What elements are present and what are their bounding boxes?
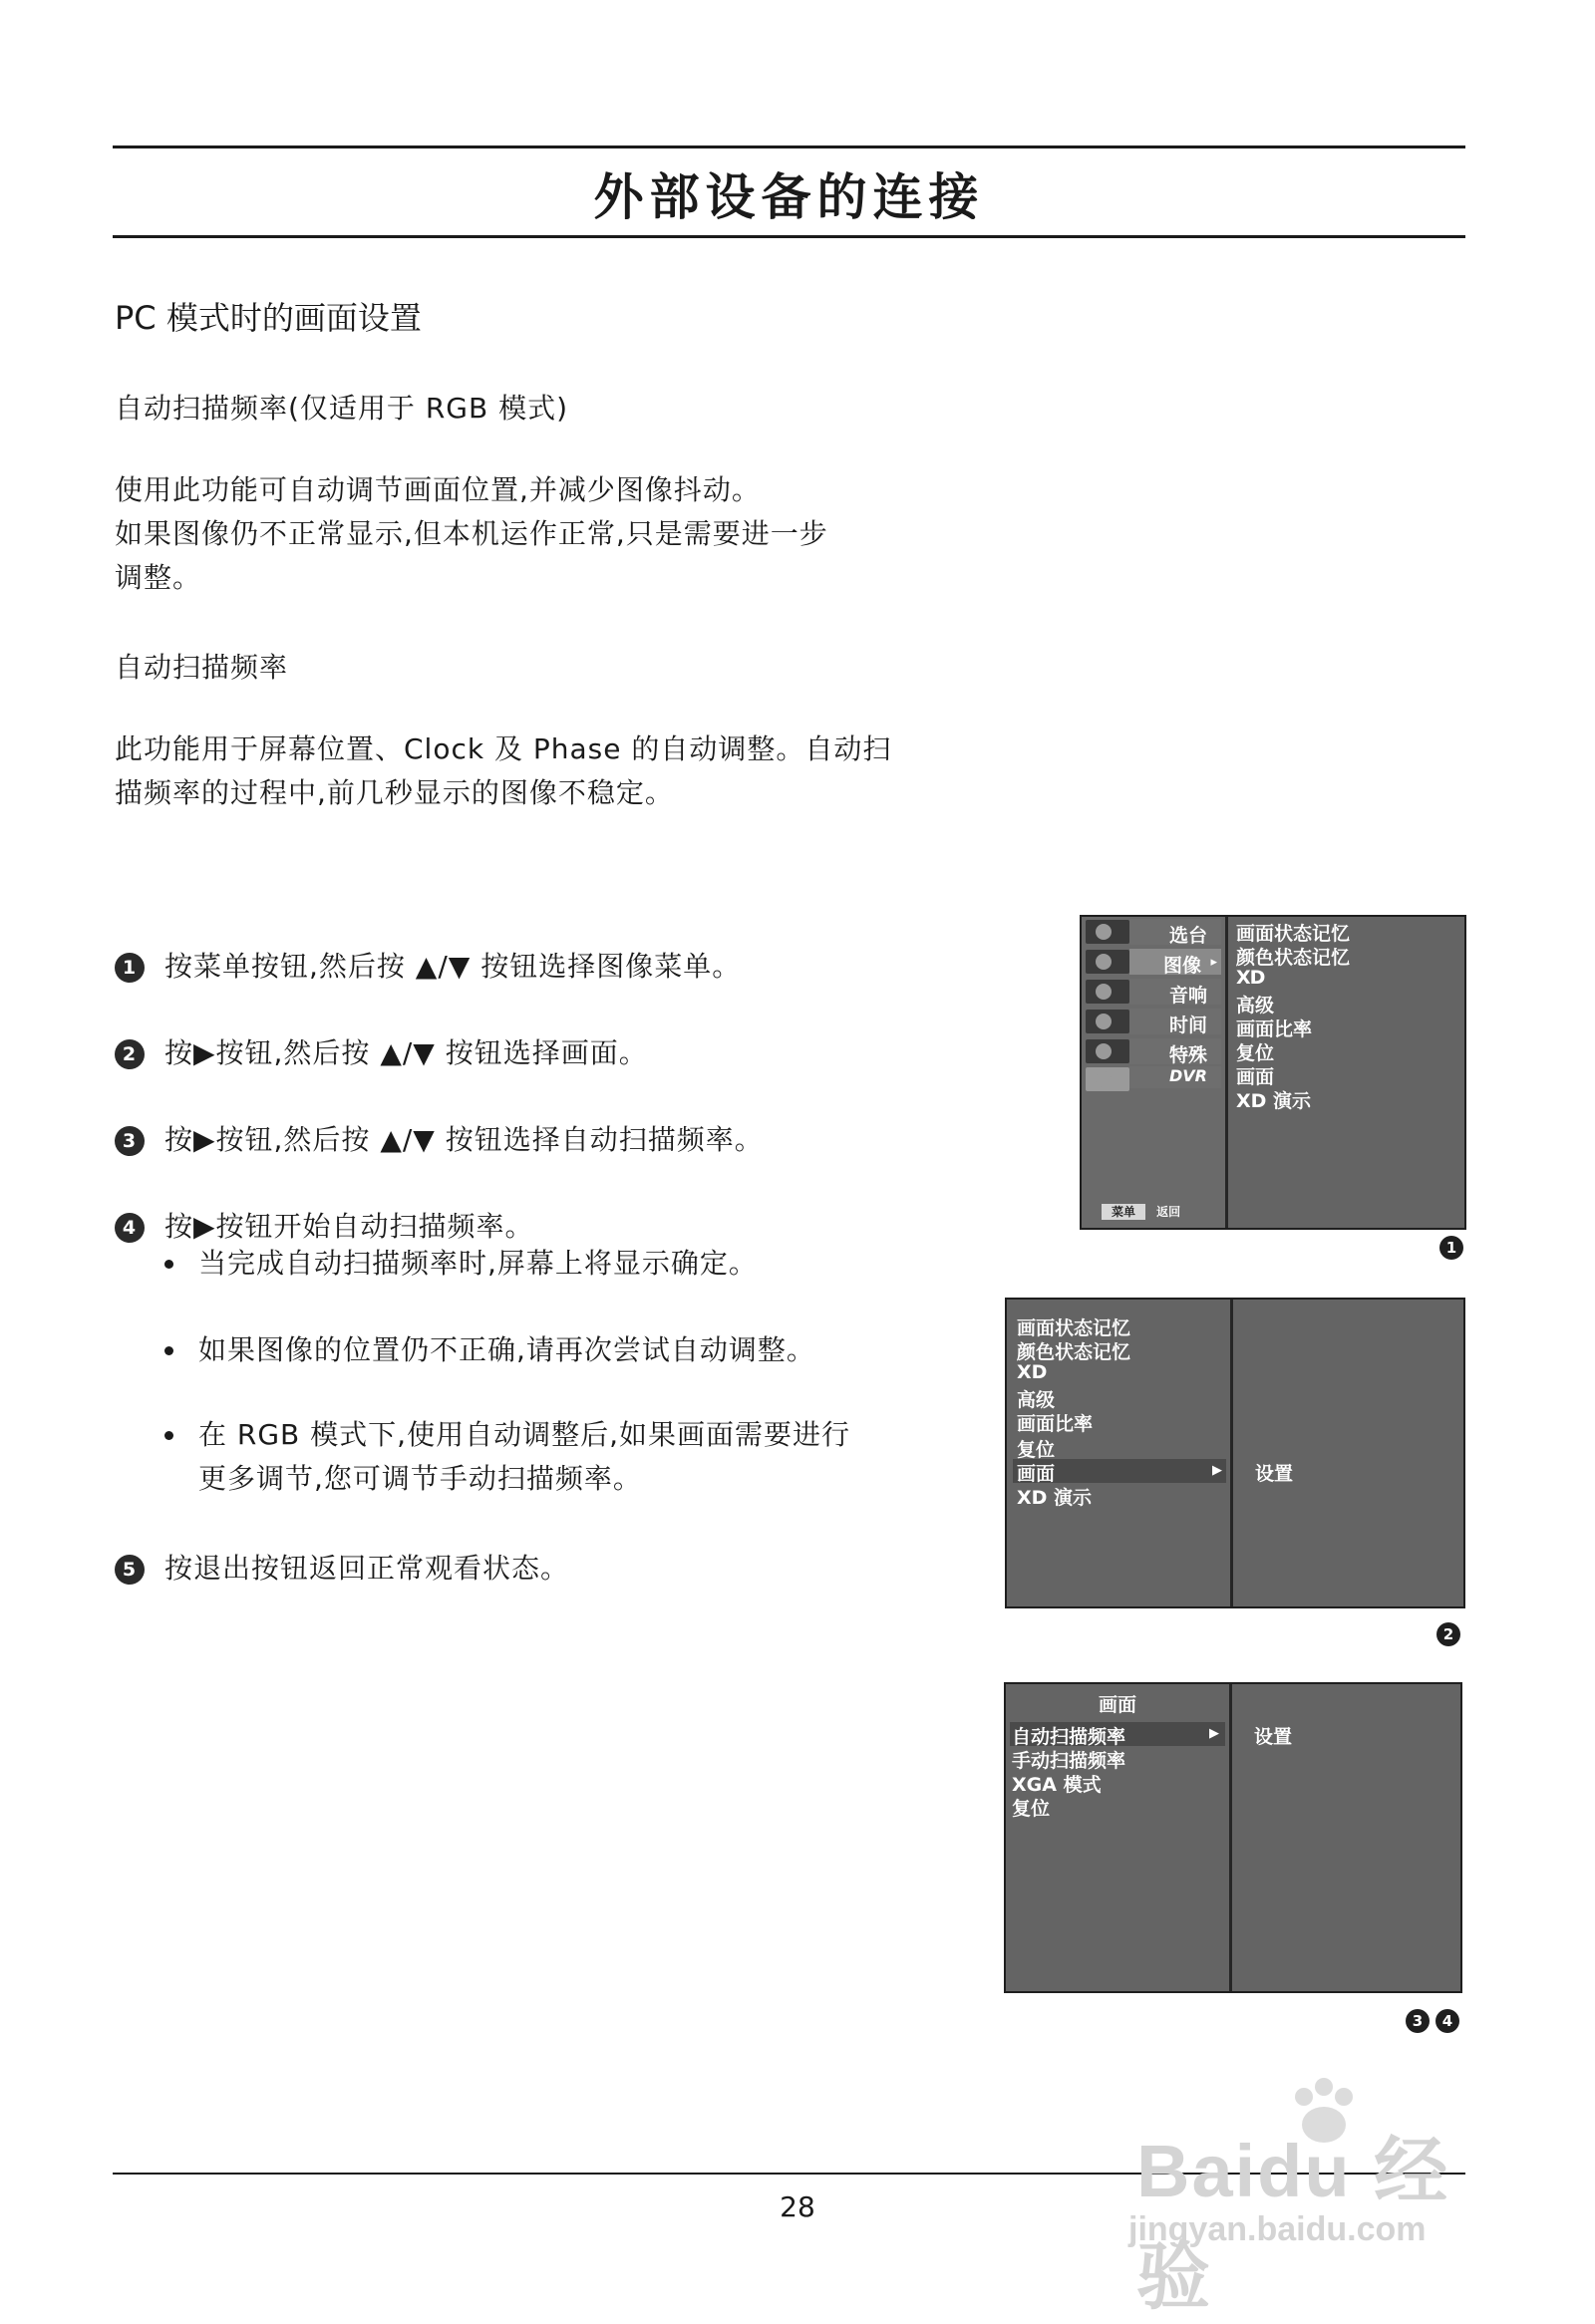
paragraph-line: 如果图像仍不正常显示,但本机运作正常,只是需要进一步 (115, 517, 828, 550)
paragraph-line: 描频率的过程中,前几秒显示的图像不稳定。 (115, 776, 674, 809)
step-number-badge: 1 (115, 953, 145, 983)
osd-tab-column (1082, 917, 1228, 1228)
menu-item: 画面 (1236, 1066, 1275, 1088)
tab-item: 时间 (1129, 1009, 1221, 1034)
paragraph-line: 调整。 (115, 561, 202, 594)
step-text: 按退出按钮返回正常观看状态。 (164, 1552, 570, 1585)
title-underline (113, 235, 1465, 238)
step-number-badge: 5 (115, 1555, 145, 1585)
menu-item: XGA 模式 (1012, 1774, 1102, 1796)
channel-icon (1086, 920, 1129, 944)
baidu-watermark (1126, 2073, 1525, 2318)
menu-item: 高级 (1236, 995, 1275, 1017)
bullet-dot-icon (164, 1260, 173, 1269)
step-text: 按▶按钮开始自动扫描频率。 (164, 1210, 534, 1243)
osd-right-pane (1232, 1684, 1460, 1991)
bullet-item (164, 1413, 850, 1501)
subsection-heading-auto-scan: 自动扫描频率 (115, 651, 289, 684)
figure-caption-badge: 4 (1436, 2009, 1459, 2033)
menu-item: XD 演示 (1236, 1090, 1312, 1112)
menu-item: 画面状态记忆 (1017, 1317, 1131, 1339)
step-2 (115, 1031, 648, 1071)
bullet-text: 当完成自动扫描频率时,屏幕上将显示确定。 (198, 1247, 758, 1280)
step-number-badge: 4 (115, 1213, 145, 1243)
page-number: 28 (780, 2190, 815, 2223)
step-4 (115, 1205, 534, 1245)
osd-screen-screen-menu (1004, 1682, 1462, 1993)
step-text: 按▶按钮,然后按 ▲/▼ 按钮选择自动扫描频率。 (164, 1123, 764, 1156)
bullet-dot-icon (164, 1431, 173, 1440)
figure-caption-badge: 3 (1406, 2009, 1430, 2033)
menu-key-badge: 菜单 (1102, 1204, 1145, 1220)
submenu-arrow-icon: ▶ (1209, 1726, 1219, 1741)
step-text: 按▶按钮,然后按 ▲/▼ 按钮选择画面。 (164, 1036, 648, 1069)
tab-item: 音响 (1129, 979, 1221, 1005)
osd-screen-picture-menu (1005, 1298, 1465, 1608)
clock-icon (1086, 1010, 1129, 1033)
setting-label: 设置 (1254, 1726, 1293, 1748)
picture-icon (1086, 950, 1129, 974)
paragraph-line: 使用此功能可自动调节画面位置,并减少图像抖动。 (115, 473, 761, 506)
bullet-item (164, 1242, 758, 1286)
menu-item: 复位 (1017, 1439, 1056, 1461)
sound-icon (1086, 980, 1129, 1004)
watermark-brand: Baidu 经验 (1136, 2130, 1450, 2318)
special-icon (1086, 1039, 1129, 1063)
osd-submenu-pane (1228, 917, 1464, 1228)
step-1 (115, 945, 741, 985)
page-title: 外部设备的连接 (593, 168, 985, 226)
menu-item: 复位 (1012, 1798, 1051, 1820)
osd-screen-main-menu (1080, 915, 1466, 1230)
figure-caption-badge: 1 (1439, 1236, 1463, 1260)
figure-caption-badge: 2 (1436, 1622, 1460, 1646)
tab-item-selected: 图像 ▸ (1129, 949, 1221, 975)
bullet-text: 在 RGB 模式下,使用自动调整后,如果画面需要进行 (198, 1418, 850, 1451)
menu-item-selected: 自动扫描频率 (1012, 1726, 1126, 1748)
menu-item: XD 演示 (1017, 1487, 1093, 1509)
step-5 (115, 1547, 569, 1587)
footer-text: 返回 (1156, 1205, 1181, 1219)
osd-right-pane (1233, 1300, 1463, 1606)
menu-item: 颜色状态记忆 (1236, 947, 1351, 969)
osd-footer (1102, 1201, 1180, 1220)
menu-item: 画面比率 (1236, 1018, 1313, 1040)
subsection-heading-auto-scan-rgb: 自动扫描频率(仅适用于 RGB 模式) (115, 392, 569, 425)
paragraph-intro (115, 468, 828, 600)
menu-item: 画面状态记忆 (1236, 923, 1351, 945)
osd-left-pane (1006, 1684, 1232, 1991)
osd-left-pane (1007, 1300, 1233, 1606)
bullet-text: 更多调节,您可调节手动扫描频率。 (198, 1462, 642, 1495)
step-3 (115, 1118, 764, 1158)
menu-header: 画面 (1098, 1694, 1136, 1716)
menu-item: 高级 (1017, 1389, 1056, 1411)
bullet-item (164, 1328, 815, 1372)
top-rule (113, 145, 1465, 148)
setting-label: 设置 (1255, 1463, 1294, 1485)
section-heading: PC 模式时的画面设置 (115, 299, 422, 337)
step-number-badge: 2 (115, 1039, 145, 1069)
menu-item: 画面比率 (1017, 1413, 1094, 1435)
menu-item: 颜色状态记忆 (1017, 1341, 1131, 1363)
step-number-badge: 3 (115, 1126, 145, 1156)
submenu-arrow-icon: ▶ (1212, 1463, 1222, 1478)
menu-item-selected: 画面 (1017, 1463, 1056, 1485)
paragraph-description (115, 727, 891, 815)
bullet-dot-icon (164, 1346, 173, 1355)
paragraph-line: 此功能用于屏幕位置、Clock 及 Phase 的自动调整。自动扫 (115, 732, 892, 765)
menu-item: XD (1017, 1361, 1048, 1383)
bullet-text: 如果图像的位置仍不正确,请再次尝试自动调整。 (198, 1333, 815, 1366)
menu-item: 手动扫描频率 (1012, 1750, 1126, 1772)
menu-item: 复位 (1236, 1042, 1275, 1064)
step-text: 按菜单按钮,然后按 ▲/▼ 按钮选择图像菜单。 (164, 950, 742, 983)
menu-item: XD (1236, 967, 1265, 989)
watermark-url: jingyan.baidu.com (1128, 2210, 1427, 2248)
dvr-icon (1086, 1067, 1129, 1091)
tab-item: DVR (1129, 1066, 1221, 1088)
submenu-arrow-icon: ▸ (1210, 955, 1217, 970)
tab-item: 特殊 (1129, 1038, 1221, 1064)
tab-item: 选台 (1129, 919, 1221, 945)
